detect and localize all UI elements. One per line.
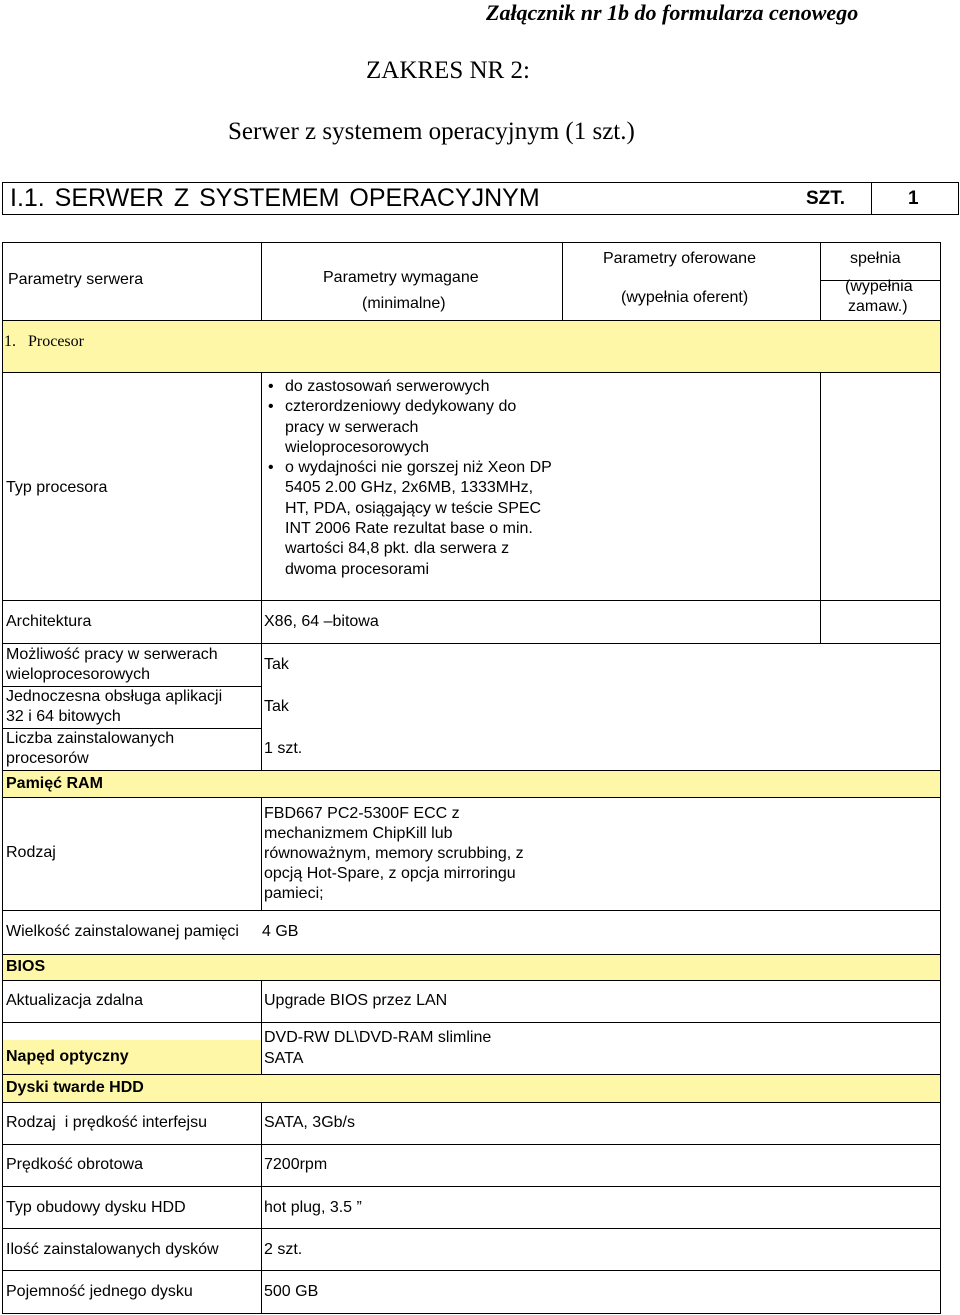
section-ram-fill bbox=[2, 770, 941, 797]
value-hdd-capacity: 500 GB bbox=[264, 1283, 319, 1300]
scope-heading: ZAKRES NR 2: bbox=[366, 57, 530, 84]
value-architektura: X86, 64 –bitowa bbox=[264, 613, 379, 630]
label-ram-rodzaj: Rodzaj bbox=[6, 844, 56, 861]
bullet-item: • do zastosowań serwerowych bbox=[265, 377, 555, 397]
section-bios-title: BIOS bbox=[6, 958, 46, 975]
section-procesor-title: 1. Procesor bbox=[4, 333, 84, 350]
section-procesor-fill bbox=[2, 320, 941, 372]
qty-value: 1 bbox=[908, 188, 919, 209]
col-header-offered-2: (wypełnia oferent) bbox=[621, 289, 749, 306]
value-ram-rodzaj: FBD667 PC2-5300F ECC z mechanizmem ChipKill lub równoważnym, memory scrubbing, z opcją Hot-Spare, z opcja mirroringu pamieci; bbox=[264, 805, 524, 902]
label-hdd-casing: Typ obudowy dysku HDD bbox=[6, 1199, 186, 1216]
col-header-meets-1: spełnia bbox=[850, 250, 901, 267]
col-header-offered-1: Parametry oferowane bbox=[603, 250, 756, 267]
label-cpu-count-2: procesorów bbox=[6, 750, 89, 767]
value-hdd-count: 2 szt. bbox=[264, 1241, 303, 1258]
col-header-required-2: (minimalne) bbox=[362, 295, 446, 312]
section-ram-title: Pamięć RAM bbox=[6, 775, 103, 792]
label-hdd-rpm: Prędkość obrotowa bbox=[6, 1156, 143, 1173]
value-hdd-rpm: 7200rpm bbox=[264, 1156, 328, 1173]
value-cpu-count: 1 szt. bbox=[264, 740, 303, 757]
server-title: I.1. SERWER Z SYSTEMEM OPERACYJNYM bbox=[10, 184, 540, 212]
label-apps-1: Jednoczesna obsługa aplikacji bbox=[6, 688, 223, 705]
label-multiprocessor-1: Możliwość pracy w serwerach bbox=[6, 646, 218, 663]
col-header-server: Parametry serwera bbox=[8, 271, 144, 288]
bullet-item: • czterordzeniowy dedykowany do pracy w serwerach wieloprocesorowych bbox=[265, 397, 555, 458]
typ-procesora-requirements bbox=[265, 377, 555, 580]
section-bios-fill bbox=[2, 954, 941, 980]
label-ram-size: Wielkość zainstalowanej pamięci bbox=[6, 923, 239, 940]
label-architektura: Architektura bbox=[6, 613, 92, 630]
section-naped-title: Napęd optyczny bbox=[6, 1048, 129, 1065]
label-bios-update: Aktualizacja zdalna bbox=[6, 992, 143, 1009]
value-naped-1: DVD-RW DL\DVD-RAM slimline bbox=[264, 1029, 492, 1046]
value-apps: Tak bbox=[264, 698, 289, 715]
label-typ-procesora: Typ procesora bbox=[6, 479, 108, 496]
label-hdd-capacity: Pojemność jednego dysku bbox=[6, 1283, 193, 1300]
label-multiprocessor-2: wieloprocesorowych bbox=[6, 666, 151, 683]
qty-label: SZT. bbox=[806, 188, 846, 209]
bullet-item: • o wydajności nie gorszej niż Xeon DP 5405 2.00 GHz, 2x6MB, 1333MHz, HT, PDA, osiągający w teście SPEC INT 2006 Rate rezultat base o min. wartości 84,8 pkt. dla serwera z dwoma procesorami bbox=[265, 458, 555, 580]
label-apps-2: 32 i 64 bitowych bbox=[6, 708, 121, 725]
label-cpu-count-1: Liczba zainstalowanych bbox=[6, 730, 175, 747]
value-naped-2: SATA bbox=[264, 1050, 304, 1067]
value-bios-update: Upgrade BIOS przez LAN bbox=[264, 992, 448, 1009]
value-ram-size: 4 GB bbox=[262, 923, 299, 940]
document-subtitle: Serwer z systemem operacyjnym (1 szt.) bbox=[228, 118, 635, 145]
col-header-meets-3: zamaw.) bbox=[848, 298, 908, 315]
col-header-meets-2: (wypełnia bbox=[845, 278, 913, 295]
attachment-label: Załącznik nr 1b do formularza cenowego bbox=[486, 0, 859, 25]
label-hdd-interface: Rodzaj i prędkość interfejsu bbox=[6, 1114, 207, 1131]
section-dyski-title: Dyski twarde HDD bbox=[6, 1079, 144, 1096]
value-multiprocessor: Tak bbox=[264, 656, 289, 673]
value-hdd-interface: SATA, 3Gb/s bbox=[264, 1114, 355, 1131]
value-hdd-casing: hot plug, 3.5 ” bbox=[264, 1199, 362, 1216]
label-hdd-count: Ilość zainstalowanych dysków bbox=[6, 1241, 219, 1258]
col-header-required-1: Parametry wymagane bbox=[323, 269, 479, 286]
